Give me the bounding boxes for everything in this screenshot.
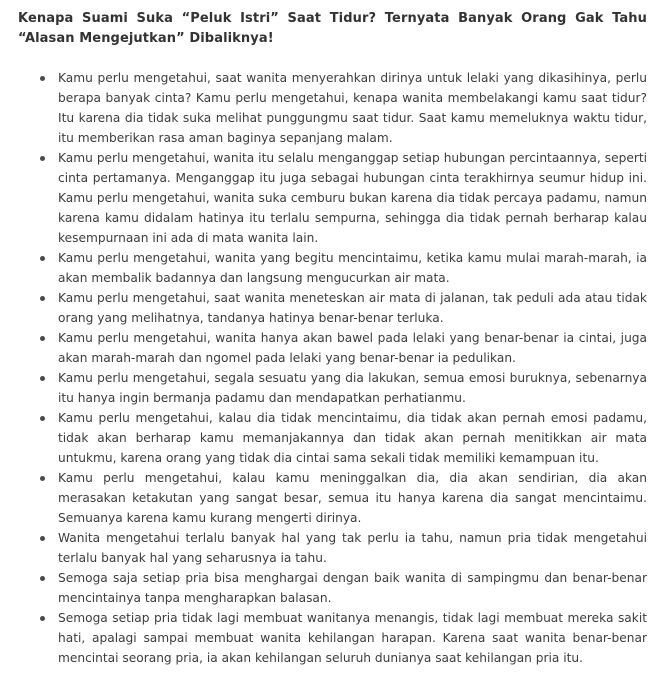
- list-item: Kamu perlu mengetahui, kalau kamu meninggalkan dia, dia akan sendirian, dia akan merasakan ketakutan yang sangat besar, semua itu hanya karena dia sangat mencintaimu. Semuanya karena kamu kurang mengerti dirinya.: [58, 468, 647, 528]
- list-item: Kamu perlu mengetahui, segala sesuatu yang dia lakukan, semua emosi buruknya, sebenarnya itu hanya ingin bermanja padamu dan mendapatkan perhatianmu.: [58, 368, 647, 408]
- list-item: Kamu perlu mengetahui, wanita yang begitu mencintaimu, ketika kamu mulai marah-marah, ia akan membalik badannya dan langsung mengucurkan air mata.: [58, 248, 647, 288]
- bullet-list: [18, 68, 647, 668]
- article-title: Kenapa Suami Suka “Peluk Istri” Saat Tidur? Ternyata Banyak Orang Gak Tahu “Alasan Mengejutkan” Dibaliknya!: [18, 11, 647, 46]
- list-item: Kamu perlu mengetahui, saat wanita meneteskan air mata di jalanan, tak peduli ada atau tidak orang yang melihatnya, tandanya hatinya benar-benar terluka.: [58, 288, 647, 328]
- list-item: Wanita mengetahui terlalu banyak hal yang tak perlu ia tahu, namun pria tidak mengetahui terlalu banyak hal yang seharusnya ia tahu.: [58, 528, 647, 568]
- list-item: Kamu perlu mengetahui, kalau dia tidak mencintaimu, dia tidak akan pernah emosi padamu, tidak akan berharap kamu memanjakannya dan tidak akan pernah menitikkan air mata untukmu, karena orang yang tidak dia cintai sama sekali tidak memiliki kemampuan itu.: [58, 408, 647, 468]
- list-item: Semoga setiap pria tidak lagi membuat wanitanya menangis, tidak lagi membuat mereka sakit hati, apalagi sampai membuat wanita kehilangan harapan. Karena saat wanita benar-benar mencintai seorang pria, ia akan kehilangan seluruh dunianya saat kehilangan pria itu.: [58, 608, 647, 668]
- list-item: Kamu perlu mengetahui, wanita itu selalu menganggap setiap hubungan percintaannya, seperti cinta pertamanya. Menganggap itu juga sebagai hubungan cinta terakhirnya seumur hidup ini. Kamu perlu mengetahui, wanita suka cemburu bukan karena dia tidak percaya padamu, namun karena kamu didalam hatinya itu terlalu sempurna, sehingga dia tidak pernah berharap kalau kesempurnaan ini ada di mata wanita lain.: [58, 148, 647, 248]
- list-item: Kamu perlu mengetahui, wanita hanya akan bawel pada lelaki yang benar-benar ia cintai, juga akan marah-marah dan ngomel pada lelaki yang benar-benar ia pedulikan.: [58, 328, 647, 368]
- list-item: Kamu perlu mengetahui, saat wanita menyerahkan dirinya untuk lelaki yang dikasihinya, perlu berapa banyak cinta? Kamu perlu mengetahui, kenapa wanita membelakangi kamu saat tidur? Itu karena dia tidak suka melihat punggungmu saat tidur. Saat kamu memeluknya waktu tidur, itu memberikan rasa aman baginya sepanjang malam.: [58, 68, 647, 148]
- list-item: Semoga saja setiap pria bisa menghargai dengan baik wanita di sampingmu dan benar-benar mencintainya tanpa mengharapkan balasan.: [58, 568, 647, 608]
